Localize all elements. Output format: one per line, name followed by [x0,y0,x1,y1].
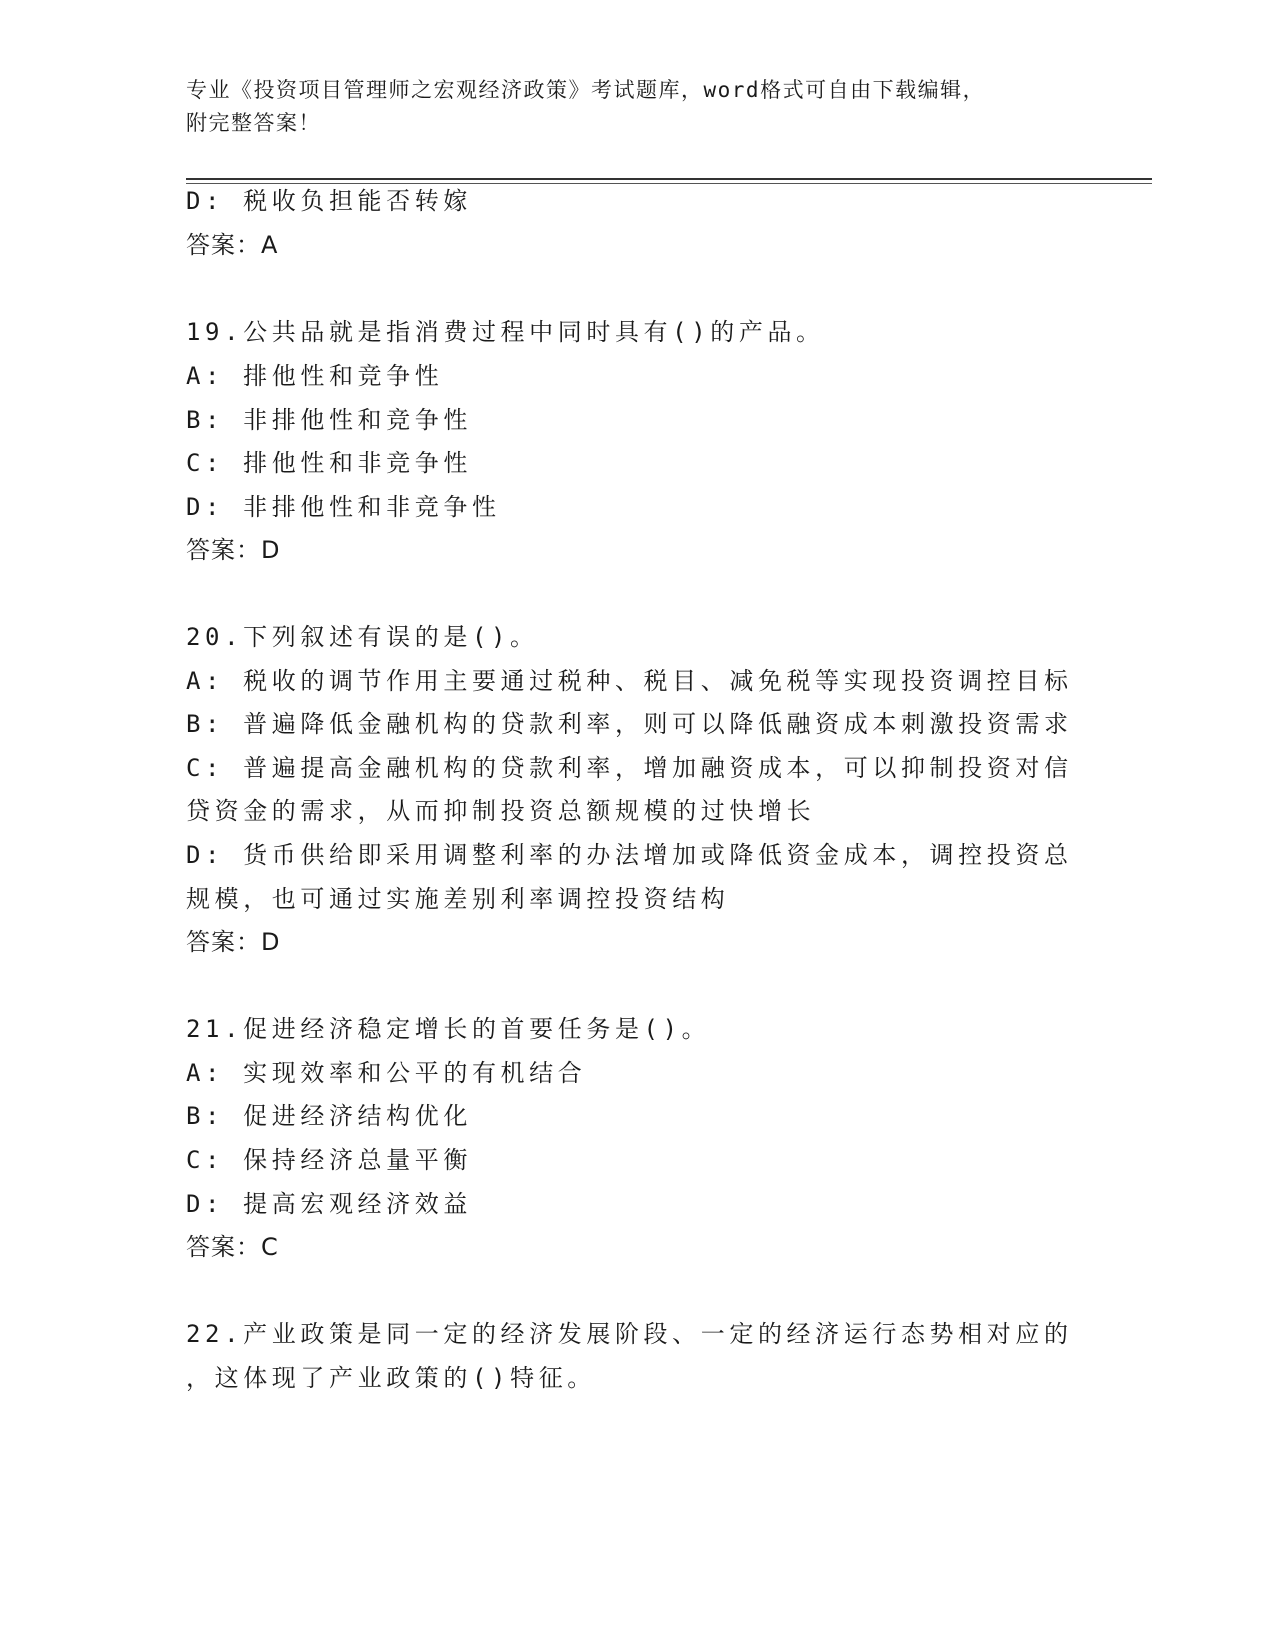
q20-option-c-line2: 贷资金的需求，从而抑制投资总额规模的过快增长 [186,797,816,825]
q20-option-d-line1: D: 货币供给即采用调整利率的办法增加或降低资金成本，调控投资总 [186,841,1073,869]
q21-option-d: D: 提高宏观经济效益 [186,1190,472,1218]
header-divider-secondary [186,183,1152,184]
q20-option-c-line1: C: 普遍提高金融机构的贷款利率，增加融资成本，可以抑制投资对信 [186,754,1073,782]
document-header [186,74,1076,140]
q21-option-c: C: 保持经济总量平衡 [186,1146,472,1174]
q19-option-a: A: 排他性和竞争性 [186,362,444,390]
q19-option-c: C: 排他性和非竞争性 [186,449,472,477]
header-title-line1: 专业《投资项目管理师之宏观经济政策》考试题库，word格式可自由下载编辑， [186,78,986,102]
q20-option-b: B: 普遍降低金融机构的贷款利率，则可以降低融资成本刺激投资需求 [186,710,1073,738]
q21-stem: 21.促进经济稳定增长的首要任务是()。 [186,1015,711,1043]
q19-stem: 19.公共品就是指消费过程中同时具有()的产品。 [186,318,825,346]
q20-stem: 20.下列叙述有误的是()。 [186,623,539,651]
q20-option-d-line2: 规模，也可通过实施差别利率调控投资结构 [186,885,730,913]
header-title-line2: 附完整答案！ [186,111,321,135]
q21-answer: 答案：C [186,1233,279,1261]
q22-stem-line1: 22.产业政策是同一定的经济发展阶段、一定的经济运行态势相对应的 [186,1320,1073,1348]
q20-answer: 答案：D [186,928,281,956]
q21-option-a: A: 实现效率和公平的有机结合 [186,1059,587,1087]
q18-option-d: D: 税收负担能否转嫁 [186,187,472,215]
q19-option-b: B: 非排他性和竞争性 [186,406,472,434]
q22-stem-line2: ，这体现了产业政策的()特征。 [186,1364,596,1392]
q19-answer: 答案：D [186,536,281,564]
q19-option-d: D: 非排他性和非竞争性 [186,493,501,521]
document-page [186,0,1076,1650]
q20-option-a: A: 税收的调节作用主要通过税种、税目、减免税等实现投资调控目标 [186,667,1073,695]
q21-option-b: B: 促进经济结构优化 [186,1102,472,1130]
header-divider [186,178,1152,180]
q18-answer: 答案：A [186,231,279,259]
